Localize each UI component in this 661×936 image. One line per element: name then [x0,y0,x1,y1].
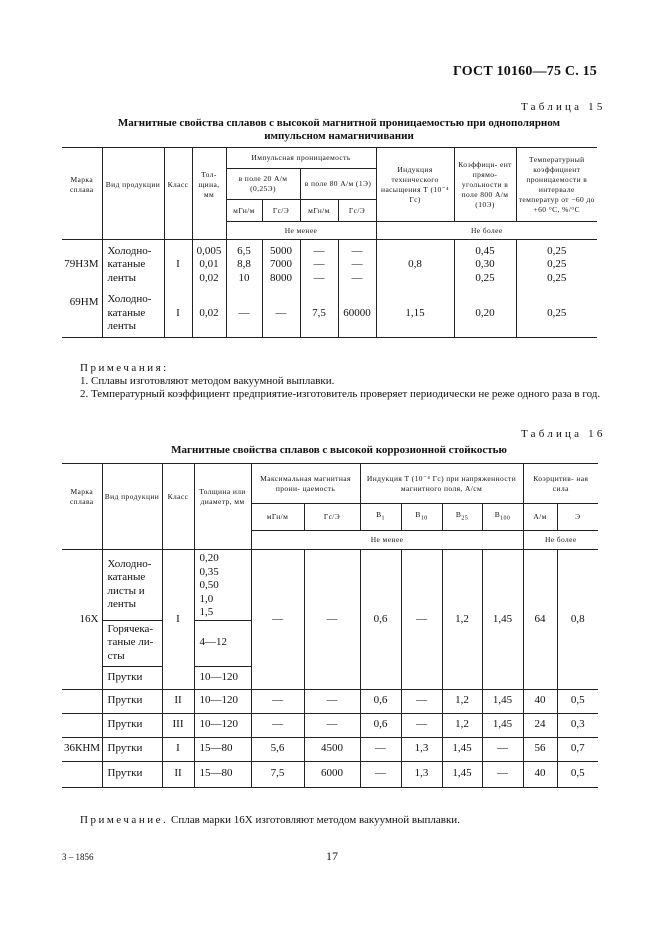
t15-r2-vid: Холодно- катаные ленты [102,290,164,338]
t15-h-f80: в поле 80 А/м (1Э) [300,169,376,200]
t16-g1-vid3: Прутки [102,666,162,689]
t15-r1-temp: 0,25 0,25 0,25 [516,240,597,290]
t15-h-f20: в поле 20 А/м (0,25Э) [226,169,300,200]
t16-r3-v2: 0,6 [360,713,401,737]
t16-r2-vid: Прутки [102,689,162,713]
t16-r4-v7: 0,7 [557,737,598,761]
notes15-heading: Примечания: [80,362,169,374]
t16-r5-v3: 1,3 [401,761,442,787]
t16-r3-v0: — [251,713,304,737]
notes15-item-1: 1. Сплавы изготовляют методом вакуумной выплавки. [80,375,335,387]
t16-r3-klass: III [162,713,194,737]
t16-r5-tol: 15—80 [194,761,251,787]
t15-r2-tol: 0,02 [192,290,226,338]
t16-r4-v0: 5,6 [251,737,304,761]
t16-r2-v3: — [401,689,442,713]
t15-r2-koef: 0,20 [454,290,516,338]
t15-h-nemenee: Не менее [226,222,376,240]
t15-r2-klass: I [164,290,192,338]
t16-g1-v3: — [401,550,442,690]
t15-h-koef: Коэффици- ент прямо- угольности в поле 800 А/м (10Э) [454,148,516,222]
t15-h-gs1: Гс/Э [262,200,300,222]
t16-h-nebolee: Не более [523,531,598,550]
t16-h-b10: $B_{10}$ [401,504,442,531]
table16 [62,463,598,788]
t15-r2-m80: 7,5 [300,290,338,338]
t16-r5-v7: 0,5 [557,761,598,787]
t15-r2-temp: 0,25 [516,290,597,338]
t16-g1-tol1: 0,20 0,35 0,50 1,0 1,5 [194,550,251,621]
t16-g1-v2: 0,6 [360,550,401,690]
table15-title: Магнитные свойства сплавов с высокой магнитной проницаемостью при однополярном импульсном намагничивании [117,117,561,142]
t15-r2-m20: — [226,290,262,338]
t16-r4-marka: 36КНМ [62,737,102,761]
t16-h-marka: Марка сплава [62,464,102,531]
t15-r1-m80: — — — [300,240,338,290]
t16-g1-marka: 16Х [62,550,102,690]
t16-g1-tol2: 4—12 [194,620,251,666]
t16-g1-tol3: 10—120 [194,666,251,689]
t16-h-klass: Класс [162,464,194,531]
t15-r1-koef: 0,45 0,30 0,25 [454,240,516,290]
t16-r2-klass: II [162,689,194,713]
t16-r4-tol: 15—80 [194,737,251,761]
t15-r1-g20: 5000 7000 8000 [262,240,300,290]
t16-h-gs: Гс/Э [304,504,360,531]
print-code: 3 – 1856 [62,852,94,862]
t16-h-ind: Индукция Т (10⁻⁴ Гс) при напряженности магнитного поля, А/см [360,464,523,504]
t15-h-imp: Импульсная проницаемость [226,148,376,169]
t16-h-e: Э [557,504,598,531]
t16-r2-tol: 10—120 [194,689,251,713]
t16-h-max: Максимальная магнитная прони- цаемость [251,464,360,504]
t16-h-b100: $B_{100}$ [482,504,523,531]
t16-r3-v7: 0,3 [557,713,598,737]
t16-r3-v4: 1,2 [442,713,482,737]
table15 [62,147,597,338]
t15-r1-klass: I [164,240,192,290]
t16-r5-v1: 6000 [304,761,360,787]
t15-h-gs2: Гс/Э [338,200,376,222]
t15-h-temp: Температурный коэффициент проницаемости в интервале температур от −60 до +60 °С, %/°С [516,148,597,222]
notes15-item-2: 2. Температурный коэффициент предприятие-изготовитель проверяет периодически не реже одного раза в год. [80,388,601,400]
t15-h-nebolee: Не более [376,222,597,240]
t15-h-ind: Индукция технического насыщения Т (10⁻⁴ Гс) [376,148,454,222]
t16-h-b1: $B_1$ [360,504,401,531]
t16-r4-v1: 4500 [304,737,360,761]
t16-h-am: А/м [523,504,557,531]
t16-r5-v0: 7,5 [251,761,304,787]
t16-g1-klass: I [162,550,194,690]
t16-r2-v1: — [304,689,360,713]
t15-r1-g80: — — — [338,240,376,290]
t16-r4-klass: I [162,737,194,761]
t16-g1-v1: — [304,550,360,690]
t16-r5-v2: — [360,761,401,787]
t16-r3-v6: 24 [523,713,557,737]
notes16: Примечание. Сплав марки 16Х изготовляют методом вакуумной выплавки. [80,814,460,826]
t16-r2-v2: 0,6 [360,689,401,713]
t16-r4-v4: 1,45 [442,737,482,761]
page-number: 17 [326,849,338,863]
t16-r5-v5: — [482,761,523,787]
t15-r2-g20: — [262,290,300,338]
t16-g1-v7: 0,8 [557,550,598,690]
t16-g1-vid2: Горячека- таные ли- сты [102,620,162,666]
t16-r3-v3: — [401,713,442,737]
t15-r2-ind: 1,15 [376,290,454,338]
t16-r2-v6: 40 [523,689,557,713]
t15-r2-marka: 69НМ [62,290,102,338]
t16-r4-v2: — [360,737,401,761]
t16-h-vid: Вид продукции [102,464,162,531]
t16-r4-v3: 1,3 [401,737,442,761]
t16-r5-klass: II [162,761,194,787]
t16-r2-v4: 1,2 [442,689,482,713]
page-header: ГОСТ 10160—75 С. 15 [453,64,597,79]
t15-r1-marka: 79НЗМ [62,240,102,290]
t16-r3-v5: 1,45 [482,713,523,737]
t16-g1-v5: 1,45 [482,550,523,690]
table16-title: Магнитные свойства сплавов с высокой коррозионной стойкостью [171,444,507,456]
table15-label: Таблица 15 [521,101,606,113]
t16-h-koer: Коэрцитив- ная сила [523,464,598,504]
t16-g1-v0: — [251,550,304,690]
t16-r5-vid: Прутки [102,761,162,787]
t16-h-nemenee: Не менее [251,531,523,550]
t16-h-b25: $B_{25}$ [442,504,482,531]
t16-r5-v6: 40 [523,761,557,787]
t16-r4-v5: — [482,737,523,761]
t16-r2-v7: 0,5 [557,689,598,713]
t15-h-marka: Марка сплава [62,148,102,222]
t15-h-vid: Вид продукции [102,148,164,222]
t16-g1-v4: 1,2 [442,550,482,690]
t16-g1-v6: 64 [523,550,557,690]
t15-r1-vid: Холодно- катаные ленты [102,240,164,290]
t16-r3-v1: — [304,713,360,737]
t16-r2-v5: 1,45 [482,689,523,713]
t15-h-klass: Класс [164,148,192,222]
t16-h-tol: Толщина или диаметр, мм [194,464,251,531]
t15-h-mgm2: мГн/м [300,200,338,222]
t15-h-mgm1: мГн/м [226,200,262,222]
table16-label: Таблица 16 [521,428,606,440]
t15-r1-m20: 6,5 8,8 10 [226,240,262,290]
t16-h-mgm: мГн/м [251,504,304,531]
t16-r5-v4: 1,45 [442,761,482,787]
t15-r2-g80: 60000 [338,290,376,338]
t16-r4-v6: 56 [523,737,557,761]
t16-r2-v0: — [251,689,304,713]
t16-r4-vid: Прутки [102,737,162,761]
t15-r1-tol: 0,005 0,01 0,02 [192,240,226,290]
t16-r3-tol: 10—120 [194,713,251,737]
t15-r1-ind: 0,8 [376,240,454,290]
t15-h-tol: Тол- щина, мм [192,148,226,222]
t16-g1-vid1: Холодно- катаные листы и ленты [102,550,162,621]
t16-r3-vid: Прутки [102,713,162,737]
